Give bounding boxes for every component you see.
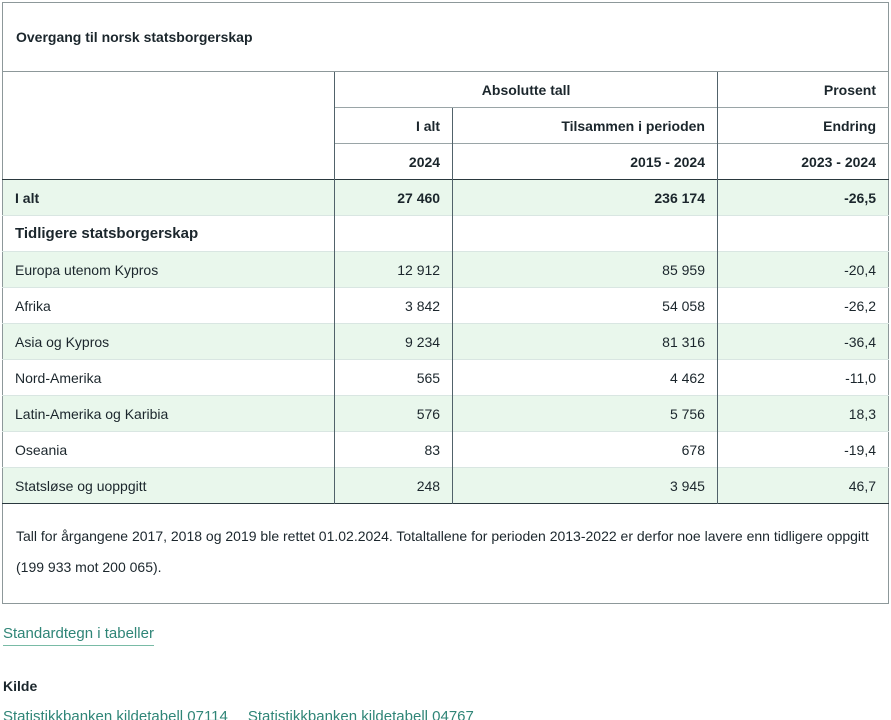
table-title: Overgang til norsk statsborgerskap xyxy=(3,3,889,72)
row-value-in-total: 9 234 xyxy=(335,324,453,360)
row-value-in-total: 576 xyxy=(335,396,453,432)
table-row xyxy=(3,288,889,324)
footnote-row xyxy=(3,504,889,604)
table-row xyxy=(3,360,889,396)
row-value-period-total: 54 058 xyxy=(453,288,718,324)
column-group-header-row xyxy=(3,72,889,108)
row-value-period-total xyxy=(453,216,718,252)
row-label: Asia og Kypros xyxy=(3,324,335,360)
row-value-change xyxy=(717,216,888,252)
row-value-change: -11,0 xyxy=(717,360,888,396)
table-row xyxy=(3,468,889,504)
row-label: Latin-Amerika og Karibia xyxy=(3,396,335,432)
row-label: Europa utenom Kypros xyxy=(3,252,335,288)
header-absolute-numbers: Absolutte tall xyxy=(335,72,718,108)
row-value-change: -26,2 xyxy=(717,288,888,324)
row-value-in-total: 248 xyxy=(335,468,453,504)
header-period-total: Tilsammen i perioden xyxy=(453,108,718,144)
source-heading: Kilde xyxy=(3,678,38,694)
header-percent: Prosent xyxy=(717,72,888,108)
row-value-in-total: 83 xyxy=(335,432,453,468)
row-value-period-total: 85 959 xyxy=(453,252,718,288)
header-change: Endring xyxy=(717,108,888,144)
row-label: Nord-Amerika xyxy=(3,360,335,396)
standard-signs-link[interactable]: Standardtegn i tabeller xyxy=(3,625,154,646)
table-row-section-header xyxy=(3,216,889,252)
source-table-04767-link[interactable]: Statistikkbanken kildetabell 04767 xyxy=(248,708,474,720)
table-title-row xyxy=(3,3,889,72)
row-value-period-total: 236 174 xyxy=(453,180,718,216)
table-footnote: Tall for årgangene 2017, 2018 og 2019 ble rettet 01.02.2024. Totaltallene for perioden 2013-2022 er derfor noe lavere enn tidligere oppgitt (199 933 mot 200 065). xyxy=(3,504,889,604)
row-value-change: 18,3 xyxy=(717,396,888,432)
table-row xyxy=(3,396,889,432)
period-year: 2024 xyxy=(335,144,453,180)
table-row xyxy=(3,252,889,288)
row-label: Statsløse og uoppgitt xyxy=(3,468,335,504)
row-value-in-total: 27 460 xyxy=(335,180,453,216)
section-label: Tidligere statsborgerskap xyxy=(3,216,335,252)
row-value-period-total: 5 756 xyxy=(453,396,718,432)
period-change-range: 2023 - 2024 xyxy=(717,144,888,180)
row-value-change: 46,7 xyxy=(717,468,888,504)
row-value-in-total: 565 xyxy=(335,360,453,396)
row-value-in-total: 3 842 xyxy=(335,288,453,324)
row-value-change: -19,4 xyxy=(717,432,888,468)
table-row-total xyxy=(3,180,889,216)
row-value-period-total: 678 xyxy=(453,432,718,468)
row-label: I alt xyxy=(3,180,335,216)
period-range: 2015 - 2024 xyxy=(453,144,718,180)
row-value-change: -26,5 xyxy=(717,180,888,216)
table-row xyxy=(3,432,889,468)
row-value-in-total: 12 912 xyxy=(335,252,453,288)
row-value-period-total: 81 316 xyxy=(453,324,718,360)
stub-cell xyxy=(3,72,335,180)
citizenship-statistics-table xyxy=(2,2,889,604)
row-value-change: -36,4 xyxy=(717,324,888,360)
source-table-07114-link[interactable]: Statistikkbanken kildetabell 07114 xyxy=(3,708,228,720)
row-value-period-total: 4 462 xyxy=(453,360,718,396)
row-value-change: -20,4 xyxy=(717,252,888,288)
row-value-in-total xyxy=(335,216,453,252)
row-value-period-total: 3 945 xyxy=(453,468,718,504)
row-label: Oseania xyxy=(3,432,335,468)
table-row xyxy=(3,324,889,360)
header-in-total: I alt xyxy=(335,108,453,144)
row-label: Afrika xyxy=(3,288,335,324)
